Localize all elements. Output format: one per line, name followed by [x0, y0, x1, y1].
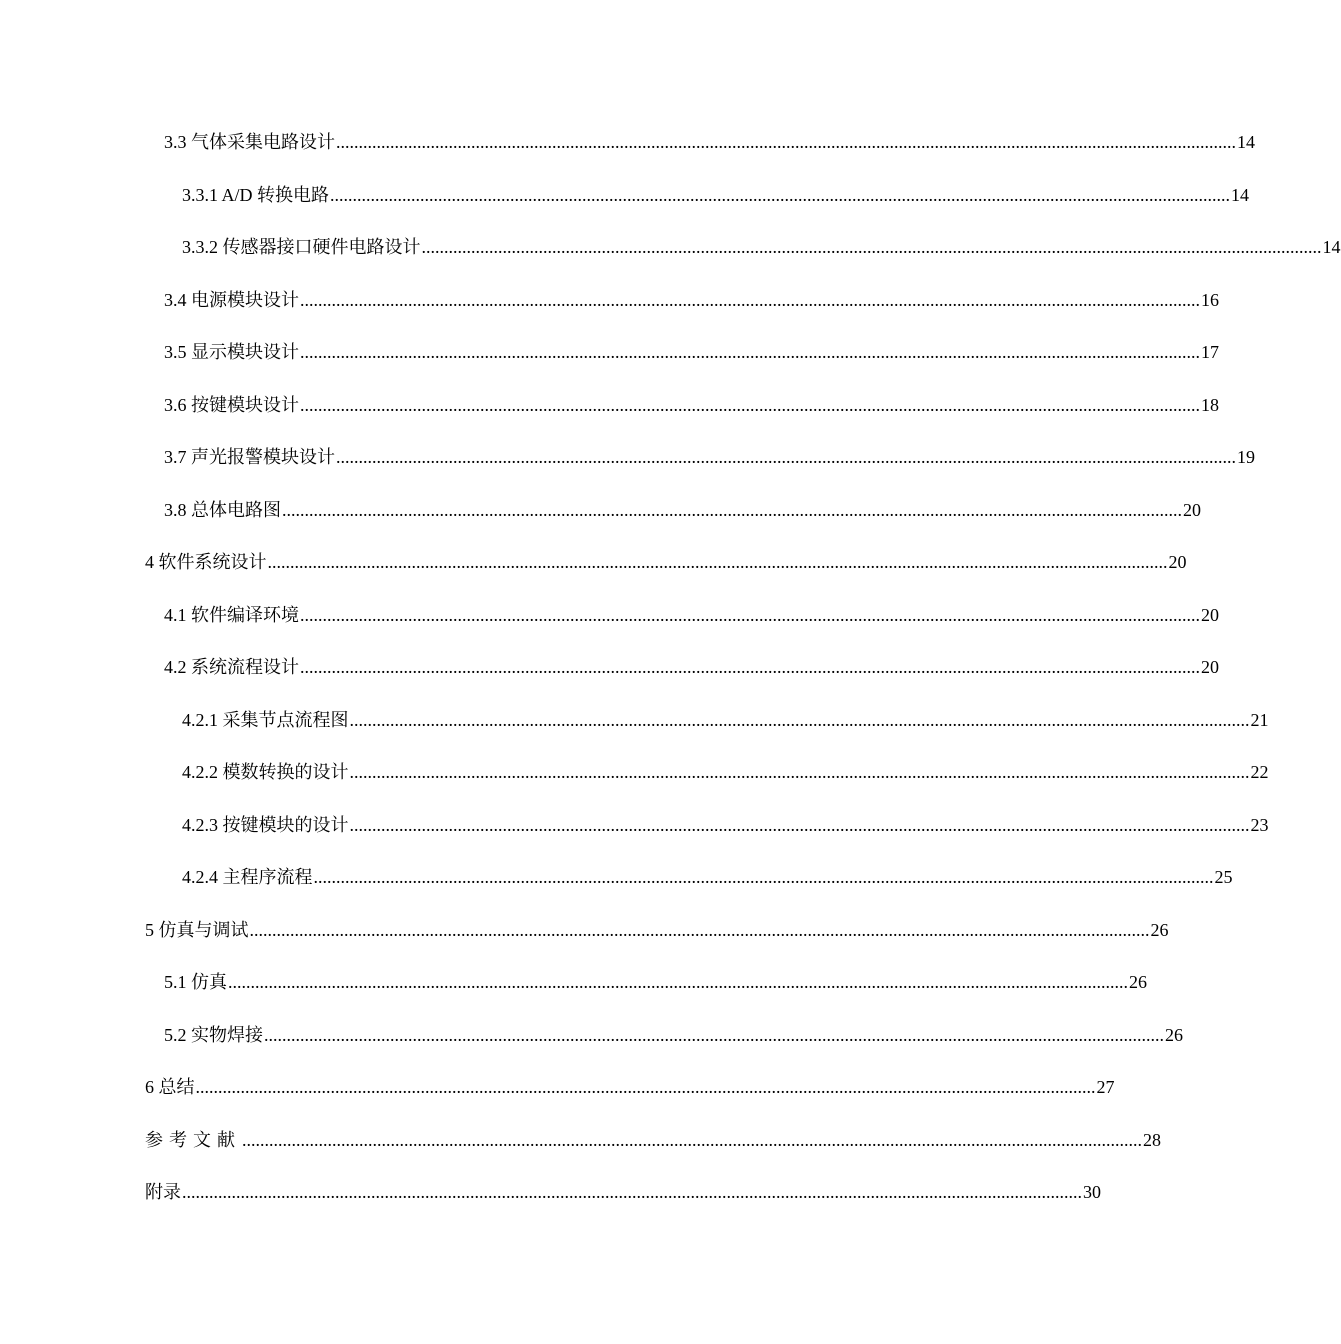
toc-dot-leader: ........................................................................................................................................................................................................	[349, 815, 1250, 835]
toc-entry-title: 4.1 软件编译环境	[164, 605, 299, 625]
toc-entry-page: 14	[1322, 237, 1341, 257]
toc-entry-title: 3.5 显示模块设计	[164, 342, 299, 362]
toc-entry-page: 25	[1214, 867, 1233, 887]
toc-dot-leader: ........................................................................................................................................................................................................	[300, 657, 1200, 677]
toc-entry-page: 23	[1250, 815, 1269, 835]
toc-entry-page: 20	[1201, 657, 1219, 677]
toc-entry-page: 20	[1201, 605, 1219, 625]
toc-entry-page: 21	[1250, 710, 1269, 730]
toc-dot-leader: ........................................................................................................................................................................................................	[349, 762, 1250, 782]
toc-dot-leader: ........................................................................................................................................................................................................	[182, 1182, 1082, 1202]
toc-entry-page: 18	[1201, 395, 1219, 415]
toc-entry[interactable]	[182, 806, 1269, 836]
toc-entry[interactable]	[182, 753, 1269, 783]
toc-entry[interactable]	[164, 123, 1255, 153]
toc-entry-title: 3.6 按键模块设计	[164, 395, 299, 415]
toc-entry-title: 5.1 仿真	[164, 972, 227, 992]
toc-entry[interactable]	[164, 648, 1219, 678]
toc-entry-title: 3.3 气体采集电路设计	[164, 132, 335, 152]
toc-entry-title: 3.8 总体电路图	[164, 500, 281, 520]
toc-entry[interactable]	[164, 963, 1147, 993]
toc-entry-page: 30	[1083, 1182, 1101, 1202]
toc-entry-title: 参考文献	[145, 1130, 241, 1150]
toc-entry[interactable]	[145, 1121, 1161, 1151]
toc-entry-page: 19	[1237, 447, 1255, 467]
toc-entry[interactable]	[164, 386, 1219, 416]
toc-entry[interactable]	[164, 281, 1219, 311]
toc-entry-title: 3.4 电源模块设计	[164, 290, 299, 310]
toc-entry[interactable]	[182, 176, 1250, 206]
toc-entry[interactable]	[164, 1016, 1183, 1046]
toc-entry-title: 3.7 声光报警模块设计	[164, 447, 335, 467]
toc-entry[interactable]	[182, 701, 1269, 731]
toc-entry-page: 28	[1143, 1130, 1161, 1150]
toc-entry[interactable]	[164, 333, 1219, 363]
toc-entry-page: 16	[1201, 290, 1219, 310]
toc-entry[interactable]	[182, 858, 1233, 888]
toc-dot-leader: ........................................................................................................................................................................................................	[300, 342, 1200, 362]
toc-dot-leader: ........................................................................................................................................................................................................	[300, 395, 1200, 415]
toc-entry-page: 14	[1237, 132, 1255, 152]
toc-entry[interactable]	[164, 596, 1219, 626]
toc-entry-page: 20	[1168, 552, 1187, 572]
toc-dot-leader: ........................................................................................................................................................................................................	[242, 1130, 1142, 1150]
toc-entry-page: 26	[1165, 1025, 1183, 1045]
toc-entry-title: 4.2.1 采集节点流程图	[182, 710, 349, 730]
toc-dot-leader: ........................................................................................................................................................................................................	[336, 132, 1236, 152]
toc-entry-page: 20	[1183, 500, 1201, 520]
toc-entry[interactable]	[145, 543, 1187, 573]
toc-entry[interactable]	[164, 491, 1201, 521]
toc-dot-leader: ........................................................................................................................................................................................................	[349, 710, 1250, 730]
toc-entry-title: 4.2.3 按键模块的设计	[182, 815, 349, 835]
toc-entry-title: 4.2.2 模数转换的设计	[182, 762, 349, 782]
toc-dot-leader: ........................................................................................................................................................................................................	[264, 1025, 1164, 1045]
toc-entry-title: 6 总结	[145, 1077, 195, 1097]
toc-entry[interactable]	[182, 228, 1341, 258]
toc-entry-page: 26	[1129, 972, 1147, 992]
toc-dot-leader: ........................................................................................................................................................................................................	[267, 552, 1168, 572]
toc-entry-title: 5 仿真与调试	[145, 920, 249, 940]
toc-entry-title: 4 软件系统设计	[145, 552, 267, 572]
toc-entry[interactable]	[145, 1068, 1115, 1098]
toc-dot-leader: ........................................................................................................................................................................................................	[421, 237, 1322, 257]
toc-entry-title: 3.3.2 传感器接口硬件电路设计	[182, 237, 421, 257]
toc-entry-title: 4.2 系统流程设计	[164, 657, 299, 677]
toc-entry-title: 5.2 实物焊接	[164, 1025, 263, 1045]
toc-dot-leader: ........................................................................................................................................................................................................	[313, 867, 1214, 887]
toc-dot-leader: ........................................................................................................................................................................................................	[228, 972, 1128, 992]
toc-entry[interactable]	[164, 438, 1255, 468]
toc-entry-title: 4.2.4 主程序流程	[182, 867, 313, 887]
toc-entry-page: 14	[1231, 185, 1250, 205]
toc-dot-leader: ........................................................................................................................................................................................................	[282, 500, 1182, 520]
toc-entry[interactable]	[145, 911, 1169, 941]
toc-entry-title: 3.3.1 A/D 转换电路	[182, 185, 330, 205]
toc-entry-page: 26	[1150, 920, 1169, 940]
toc-entry-page: 17	[1201, 342, 1219, 362]
toc-dot-leader: ........................................................................................................................................................................................................	[330, 185, 1231, 205]
toc-dot-leader: ........................................................................................................................................................................................................	[195, 1077, 1096, 1097]
toc-dot-leader: ........................................................................................................................................................................................................	[300, 605, 1200, 625]
toc-entry-page: 22	[1250, 762, 1269, 782]
toc-dot-leader: ........................................................................................................................................................................................................	[249, 920, 1150, 940]
toc-dot-leader: ........................................................................................................................................................................................................	[300, 290, 1200, 310]
toc-entry-page: 27	[1096, 1077, 1115, 1097]
toc-dot-leader: ........................................................................................................................................................................................................	[336, 447, 1236, 467]
toc-entry[interactable]	[145, 1173, 1101, 1203]
toc-entry-title: 附录	[145, 1182, 181, 1202]
